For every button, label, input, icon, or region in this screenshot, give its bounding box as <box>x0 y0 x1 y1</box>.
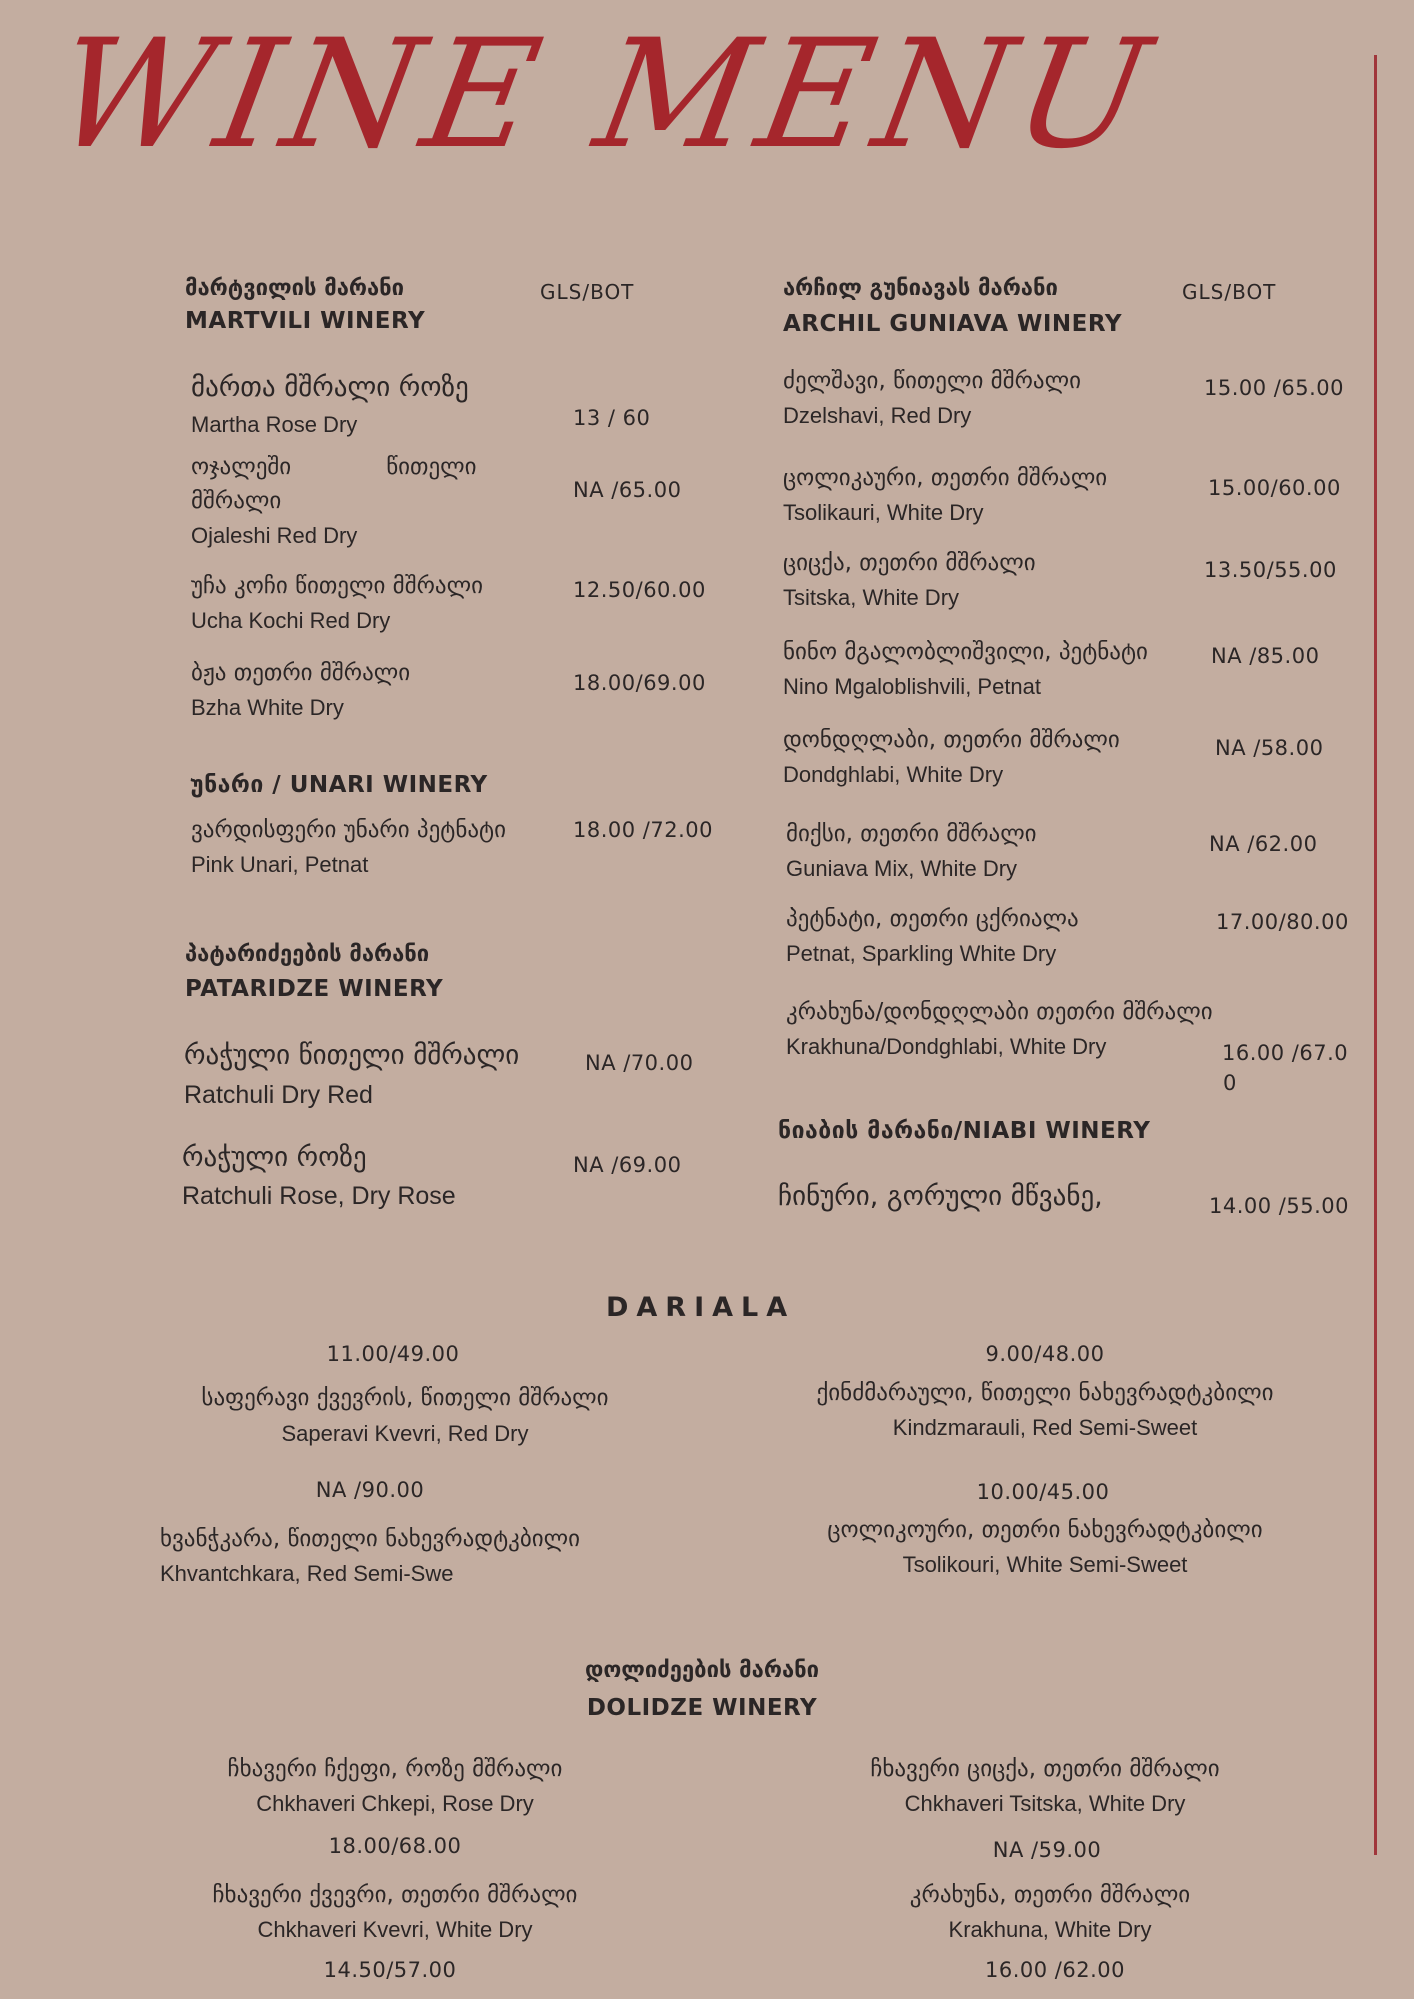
wine-name-en: Ojaleshi Red Dry <box>191 523 358 548</box>
archil-name-geo: არჩილ გუნიავას მარანი <box>783 276 1058 301</box>
wine-name-en: Khvantchkara, Red Semi-Swe <box>160 1561 454 1586</box>
wine-price-cont: 0 <box>1223 1071 1237 1095</box>
wine-name-en: Chkhaveri Kvevri, White Dry <box>257 1917 533 1942</box>
wine-price: NA /85.00 <box>1211 644 1320 668</box>
martvili-name-en: MARTVILI WINERY <box>185 308 426 334</box>
dolidze-name-en: DOLIDZE WINERY <box>586 1695 818 1721</box>
wine-name-en: Chkhaveri Chkepi, Rose Dry <box>256 1791 534 1816</box>
wine-price: 10.00/45.00 <box>976 1480 1110 1504</box>
pataridze-name-en: PATARIDZE WINERY <box>185 976 444 1002</box>
wine-name-geo: კრახუნა, თეთრი მშრალი <box>909 1882 1191 1908</box>
wine-name-en: Tsolikouri, White Semi-Sweet <box>902 1552 1188 1577</box>
wine-name-geo: მიქსი, თეთრი მშრალი <box>786 821 1037 847</box>
menu-title: WINE MENU <box>42 8 1168 182</box>
wine-price: 13.50/55.00 <box>1204 558 1337 582</box>
dariala-name: DARIALA <box>606 1292 796 1323</box>
wine-price: 18.00 /72.00 <box>573 818 713 842</box>
wine-name-geo: რაჭული წითელი მშრალი <box>184 1040 520 1071</box>
wine-name-en: Petnat, Sparkling White Dry <box>786 941 1057 966</box>
wine-name-en: Martha Rose Dry <box>191 412 358 437</box>
archil-gls-bot: GLS/BOT <box>1182 280 1277 304</box>
wine-name-geo: ცოლიკაური, თეთრი მშრალი <box>783 465 1108 491</box>
wine-name-geo: ნინო მგალობლიშვილი, პეტნატი <box>783 639 1148 665</box>
wine-price: NA /65.00 <box>573 478 682 502</box>
wine-price: NA /59.00 <box>992 1838 1102 1862</box>
wine-name-geo: ჩინური, გორული მწვანე, <box>778 1181 1103 1212</box>
wine-name-en: Krakhuna/Dondghlabi, White Dry <box>786 1034 1107 1059</box>
wine-price: 9.00/48.00 <box>985 1342 1105 1366</box>
wine-name-geo: ჩხავერი ციცქა, თეთრი მშრალი <box>870 1756 1220 1782</box>
wine-price: NA /90.00 <box>315 1478 425 1502</box>
wine-name-en: Nino Mgaloblishvili, Petnat <box>783 674 1042 699</box>
wine-name-geo: დონდღლაბი, თეთრი მშრალი <box>783 727 1120 753</box>
martvili-name-geo: მარტვილის მარანი <box>185 276 405 301</box>
martvili-gls-bot: GLS/BOT <box>540 280 635 304</box>
dolidze-name-geo: დოლიძეების მარანი <box>584 1658 820 1683</box>
wine-name-geo: მართა მშრალი როზე <box>191 372 469 403</box>
wine-name-en: Kindzmarauli, Red Semi-Sweet <box>892 1415 1198 1440</box>
wine-name-en: Dzelshavi, Red Dry <box>783 403 972 428</box>
wine-name-geo: საფერავი ქვევრის, წითელი მშრალი <box>201 1385 609 1411</box>
wine-name-geo: ქინძმარაული, წითელი ნახევრადტკბილი <box>816 1380 1274 1406</box>
wine-name-geo: ჩხავერი ქვევრი, თეთრი მშრალი <box>212 1882 578 1908</box>
wine-name-en: Tsitska, White Dry <box>783 585 960 610</box>
wine-name-en: Dondghlabi, White Dry <box>783 762 1004 787</box>
pataridze-name-geo: პატარიძეების მარანი <box>185 942 430 967</box>
niabi-name: ნიაბის მარანი/NIABI WINERY <box>778 1118 1151 1144</box>
wine-name-geo: ოჯალეში წითელი <box>191 454 477 480</box>
wine-name-en: Tsolikauri, White Dry <box>783 500 984 525</box>
wine-price: 16.00 /67.0 <box>1222 1041 1349 1065</box>
wine-name-geo: ხვანჭკარა, წითელი ნახევრადტკბილი <box>160 1526 581 1552</box>
wine-name-geo: ჩხავერი ჩქეფი, როზე მშრალი <box>227 1756 563 1782</box>
wine-name-geo: ძელშავი, წითელი მშრალი <box>783 368 1081 394</box>
wine-name-geo: რაჭული როზე <box>182 1142 367 1173</box>
wine-name-en: Guniava Mix, White Dry <box>786 856 1018 881</box>
wine-name-en: Chkhaveri Tsitska, White Dry <box>904 1791 1186 1816</box>
wine-price: 12.50/60.00 <box>573 578 706 602</box>
wine-price: 13 / 60 <box>573 406 651 430</box>
wine-price: NA /62.00 <box>1209 832 1318 856</box>
wine-name-en: Krakhuna, White Dry <box>948 1917 1152 1942</box>
wine-price: 16.00 /62.00 <box>985 1958 1125 1982</box>
archil-name-en: ARCHIL GUNIAVA WINERY <box>783 311 1123 337</box>
vertical-divider <box>1374 55 1377 1855</box>
wine-price: NA /70.00 <box>585 1051 694 1075</box>
wine-price: NA /69.00 <box>573 1153 682 1177</box>
wine-name-en: Saperavi Kvevri, Red Dry <box>281 1421 529 1446</box>
wine-name-geo: ბჟა თეთრი მშრალი <box>191 660 411 686</box>
wine-price: 15.00/60.00 <box>1208 476 1341 500</box>
wine-price: 15.00 /65.00 <box>1204 376 1344 400</box>
wine-price: 14.00 /55.00 <box>1209 1194 1349 1218</box>
wine-name-geo: ვარდისფერი უნარი პეტნატი <box>191 817 506 843</box>
wine-name-en: Pink Unari, Petnat <box>191 852 369 877</box>
wine-name-en: Ucha Kochi Red Dry <box>191 608 391 633</box>
wine-name-geo: პეტნატი, თეთრი ცქრიალა <box>786 906 1079 932</box>
wine-name-en: Ratchuli Dry Red <box>184 1081 373 1109</box>
wine-name-geo-cont: მშრალი <box>191 488 282 514</box>
wine-name-geo: ციცქა, თეთრი მშრალი <box>783 550 1036 576</box>
wine-name-en: Ratchuli Rose, Dry Rose <box>182 1182 456 1210</box>
wine-price: 17.00/80.00 <box>1216 910 1349 934</box>
wine-price: NA /58.00 <box>1215 736 1324 760</box>
wine-name-geo: უჩა კოჩი წითელი მშრალი <box>191 573 483 599</box>
wine-name-geo: კრახუნა/დონდღლაბი თეთრი მშრალი <box>786 999 1213 1025</box>
wine-name-geo: ცოლიკოური, თეთრი ნახევრადტკბილი <box>827 1517 1263 1543</box>
wine-price: 18.00/69.00 <box>573 671 706 695</box>
unari-name: უნარი / UNARI WINERY <box>190 772 488 798</box>
wine-price: 11.00/49.00 <box>326 1342 460 1366</box>
wine-price: 18.00/68.00 <box>328 1834 462 1858</box>
wine-price: 14.50/57.00 <box>323 1958 457 1982</box>
wine-name-en: Bzha White Dry <box>191 695 344 720</box>
